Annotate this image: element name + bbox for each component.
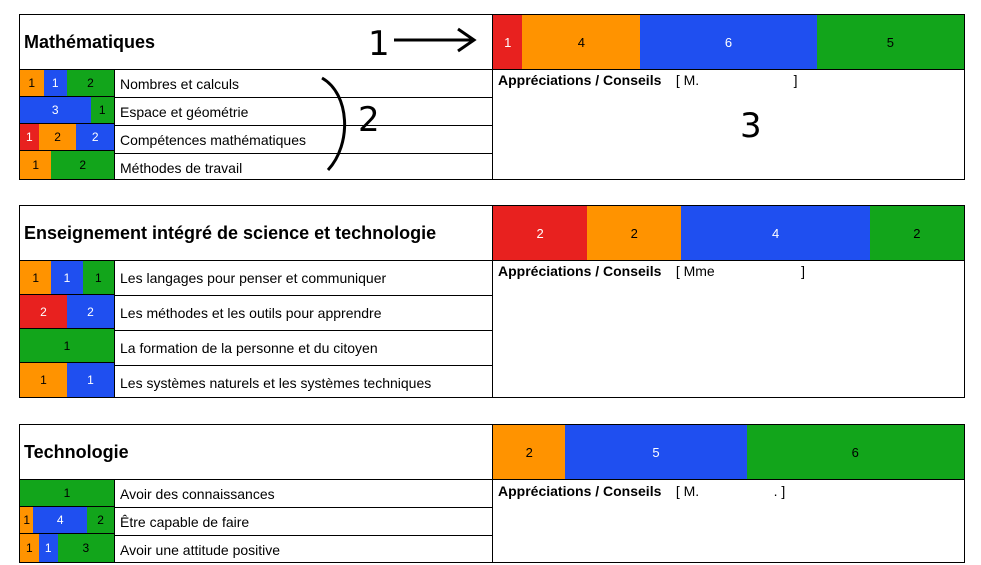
score-segment-orange: 2 [39,124,77,150]
arrow-right-icon [392,26,478,54]
score-segment-blue: 6 [640,15,817,69]
row-score-bar [20,507,114,534]
score-segment-blue: 2 [67,295,114,328]
score-segment-orange: 1 [20,363,67,397]
row-bars [20,480,114,562]
score-segment-red: 1 [493,15,522,69]
score-segment-green: 5 [817,15,964,69]
row-score-bar [20,295,114,329]
row-label: Les méthodes et les outils pour apprendre [115,296,492,331]
score-segment-blue: 4 [33,507,87,533]
score-segment-red: 2 [20,295,67,328]
row-score-bar [20,151,114,179]
score-segment-red: 1 [20,124,39,150]
score-segment-blue: 1 [67,363,114,397]
score-segment-orange: 1 [20,151,51,179]
appreciation-label: Appréciations / Conseils [498,72,662,88]
teacher-name: [ M. [675,483,700,499]
annotation-three: 3 [740,106,762,146]
appreciation-label: Appréciations / Conseils [498,263,662,279]
score-segment-blue: 2 [76,124,114,150]
score-segment-blue: 5 [565,425,746,479]
score-segment-green: 1 [91,97,115,123]
row-label: La formation de la personne et du citoyen [115,331,492,366]
score-segment-blue: 3 [20,97,91,123]
score-segment-red: 2 [493,206,587,260]
teacher-close: ] [793,72,798,88]
appreciation-header [498,263,958,281]
row-score-bar [20,363,114,397]
score-segment-orange: 2 [493,425,565,479]
appreciation-label: Appréciations / Conseils [498,483,662,499]
score-segment-orange: 4 [522,15,640,69]
summary-bar [493,206,964,260]
score-segment-green: 1 [20,329,114,362]
score-segment-orange: 1 [20,261,51,294]
row-score-bar [20,534,114,562]
row-score-bar [20,261,114,295]
score-segment-orange: 1 [20,507,33,533]
row-label: Les langages pour penser et communiquer [115,261,492,296]
teacher-close: ] [801,263,806,279]
score-segment-orange: 2 [587,206,681,260]
row-label: Avoir des connaissances [115,480,492,508]
score-segment-blue: 4 [681,206,869,260]
divider [492,260,965,261]
row-labels [114,70,492,179]
score-segment-green: 2 [870,206,964,260]
brace-icon [316,74,356,174]
row-label: Méthodes de travail [120,160,243,176]
row-labels [114,480,492,562]
row-bars [20,261,114,397]
annotation-one: 1 [368,24,390,64]
score-segment-green: 2 [51,151,114,179]
divider [492,479,965,480]
score-segment-orange: 1 [20,70,44,96]
annotation-two: 2 [358,100,380,140]
section-title: Enseignement intégré de science et technologie [24,222,437,243]
summary-bar [493,15,964,69]
row-label: Compétences mathématiques [115,126,492,154]
teacher-close: . ] [773,483,786,499]
row-score-bar [20,329,114,363]
score-segment-blue: 1 [44,70,68,96]
row-label: Espace et géométrie [115,98,492,126]
row-label: Les systèmes naturels et les systèmes techniques [120,375,432,391]
row-label: Nombres et calculs [115,70,492,98]
score-segment-green: 3 [58,534,114,562]
score-segment-green: 1 [20,480,114,506]
teacher-name: [ M. [675,72,700,88]
score-segment-green: 2 [67,70,114,96]
score-segment-orange: 1 [20,534,39,562]
row-score-bar [20,97,114,124]
row-label: Avoir une attitude positive [120,542,281,558]
divider [492,69,965,70]
score-segment-blue: 1 [39,534,58,562]
score-segment-green: 1 [83,261,114,294]
teacher-name: [ Mme [675,263,715,279]
score-segment-green: 6 [747,425,964,479]
row-score-bar [20,70,114,97]
score-segment-blue: 1 [51,261,82,294]
section-title: Technologie [24,441,129,462]
score-segment-green: 2 [87,507,114,533]
row-score-bar [20,480,114,507]
row-score-bar [20,124,114,151]
appreciation-header [498,483,958,501]
section-title: Mathématiques [24,31,156,52]
row-labels [114,261,492,397]
summary-bar [493,425,964,479]
appreciation-header [498,72,958,90]
row-label: Être capable de faire [115,508,492,536]
row-bars [20,70,114,179]
